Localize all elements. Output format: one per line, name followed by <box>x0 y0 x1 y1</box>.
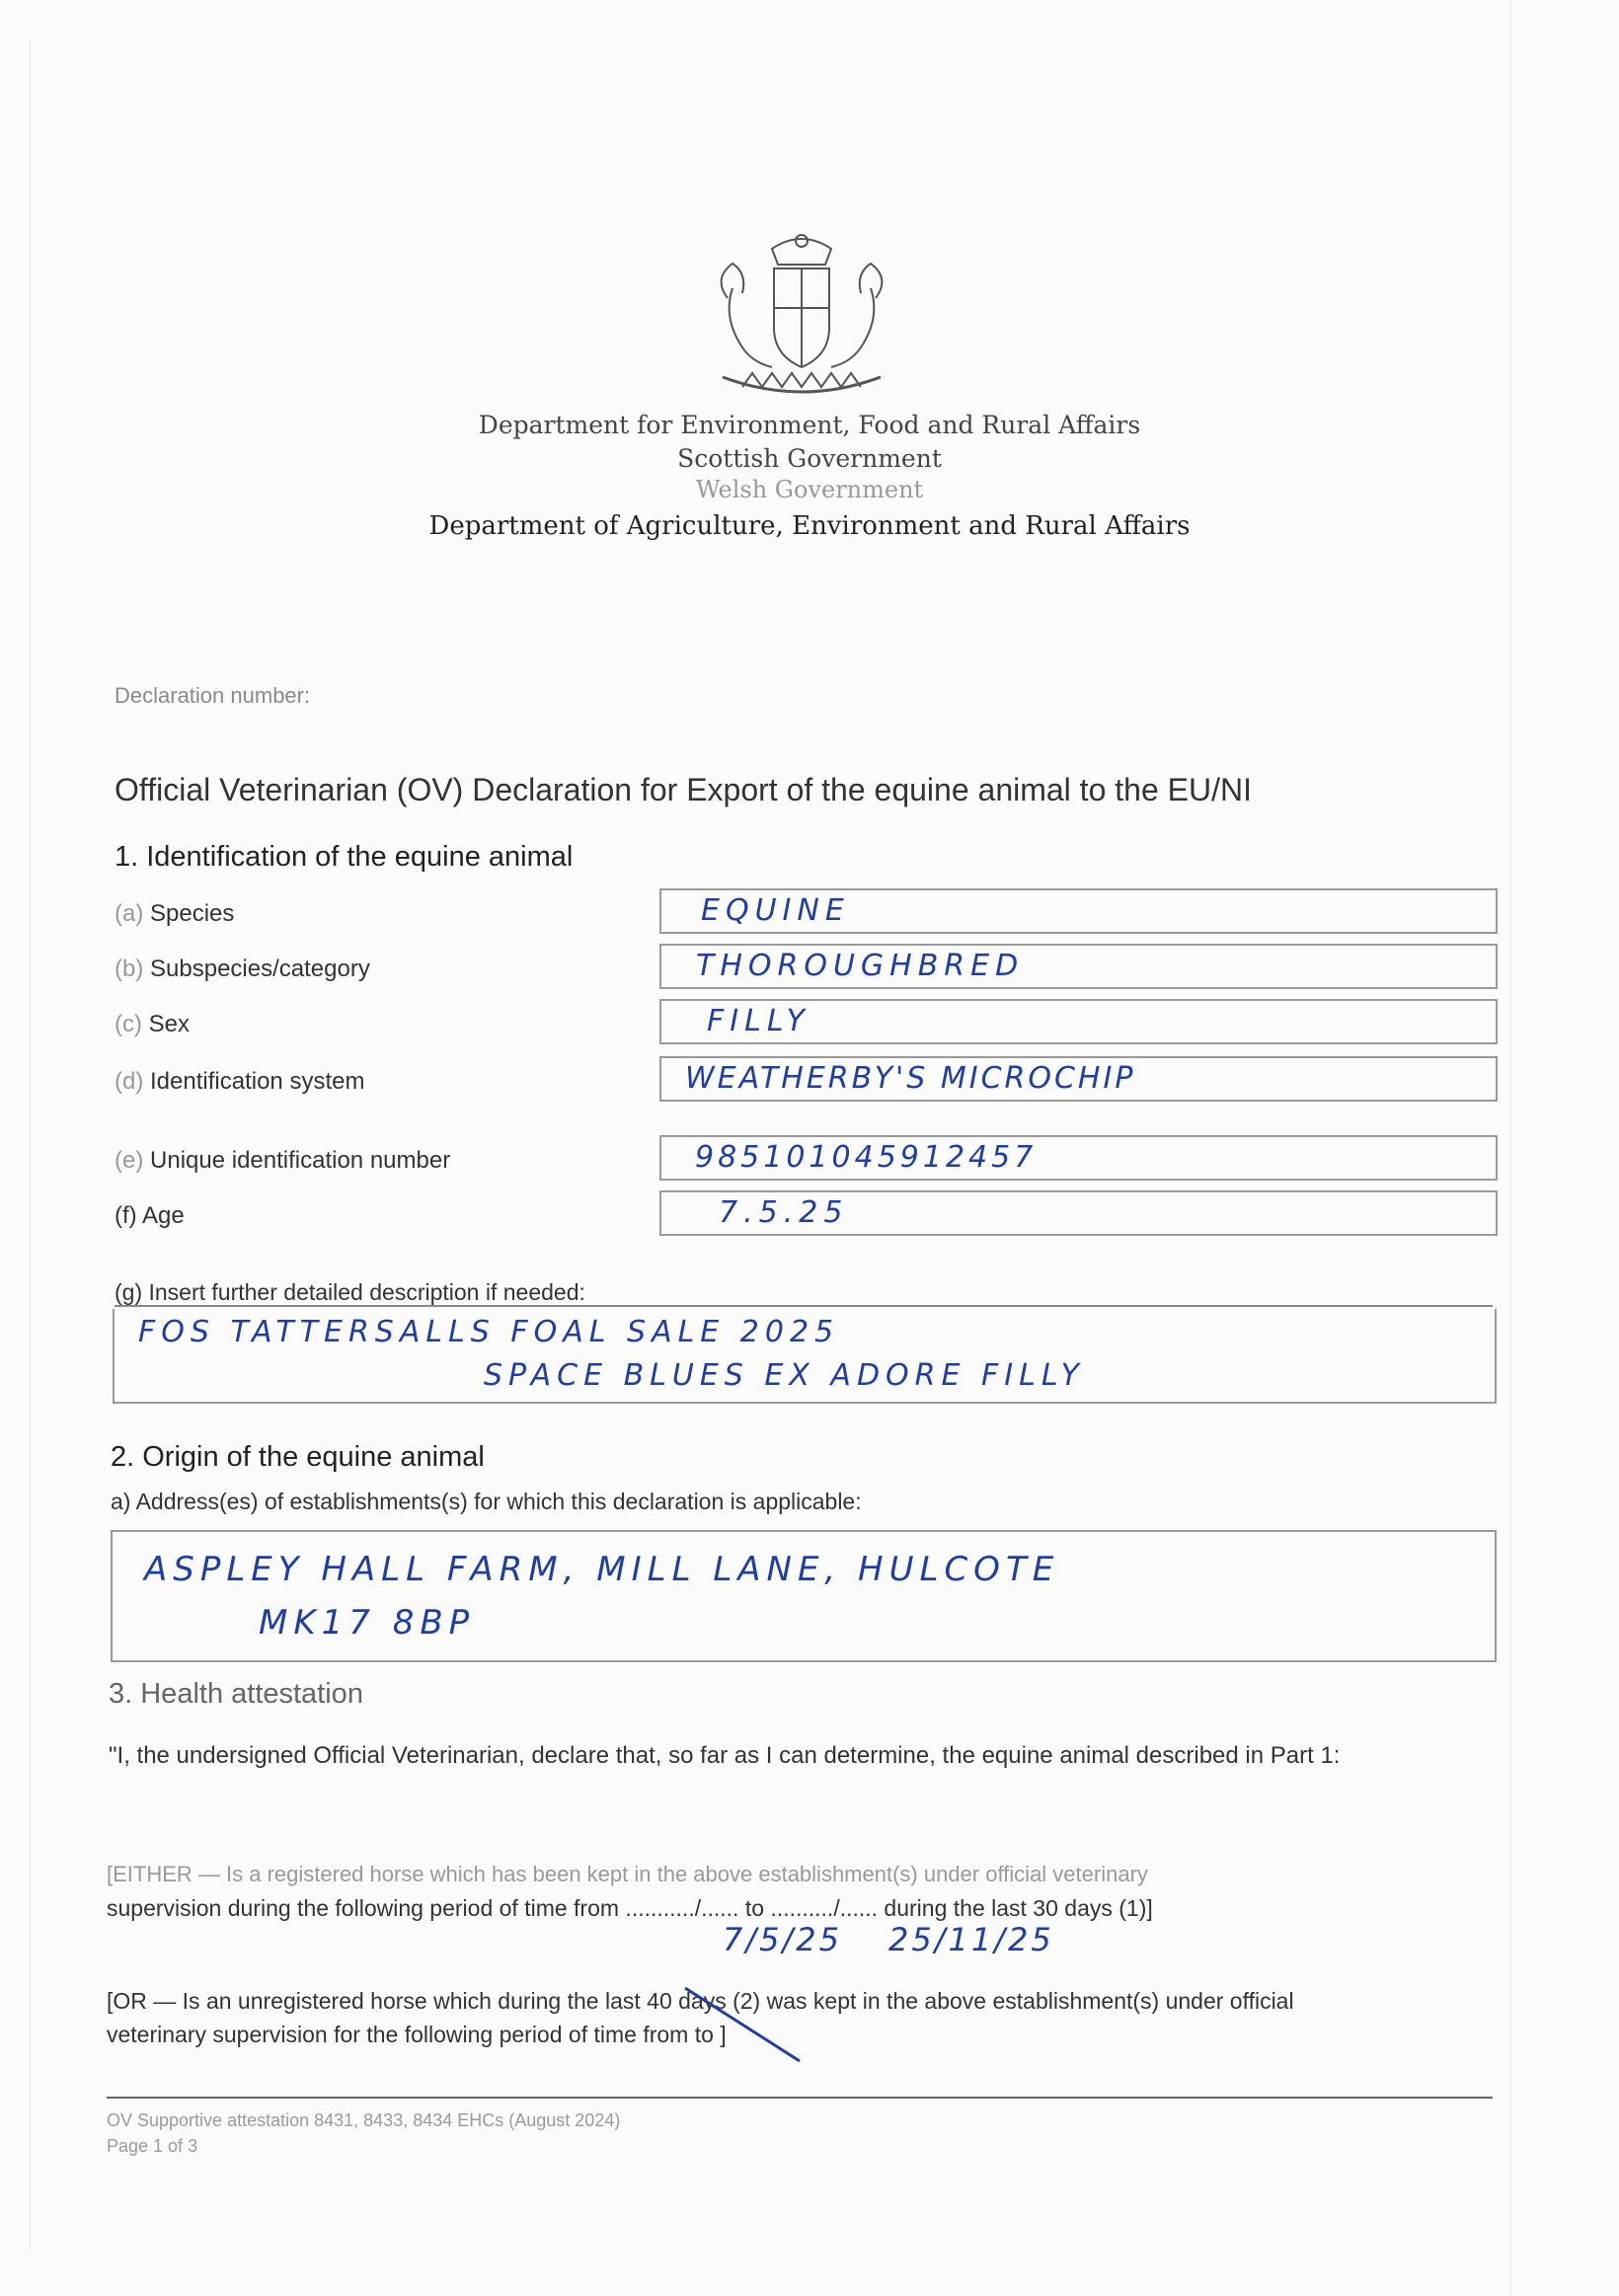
declaration-number-label: Declaration number: <box>115 683 311 708</box>
subspecies-label: (b) Subspecies/category <box>115 956 370 982</box>
uid-label: (e) Unique identification number <box>115 1147 451 1174</box>
further-description-line1: FOS TATTERSALLS FOAL SALE 2025 <box>138 1315 840 1349</box>
age-value: 7.5.25 <box>719 1195 849 1230</box>
id-system-label: (d) Identification system <box>115 1068 365 1095</box>
either-line1: [EITHER — Is a registered horse which has been kept in the above establishment(s) under official veterinary <box>107 1862 1148 1886</box>
date-to-value: 25/11/25 <box>888 1921 1054 1958</box>
dept-welsh-gov: Welsh Government <box>695 476 924 503</box>
page-edge-left <box>30 39 31 2251</box>
page-edge-right <box>1510 0 1511 2296</box>
section2-heading: 2. Origin of the equine animal <box>111 1441 485 1473</box>
health-intro: "I, the undersigned Official Veterinarian, declare that, so far as I can determine, the equine animal described in Part 1: <box>109 1742 1341 1769</box>
species-label: (a) Species <box>115 900 235 927</box>
address-line2: MK17 8BP <box>259 1603 476 1643</box>
species-value: EQUINE <box>701 893 850 928</box>
dept-daera: Department of Agriculture, Environment and Rural Affairs <box>428 511 1191 541</box>
either-line2: supervision during the following period of time from .........../...... to ........../...... during the last 30 days (1)] <box>107 1895 1153 1921</box>
dept-defra: Department for Environment, Food and Rural Affairs <box>478 411 1141 439</box>
royal-coat-of-arms-icon <box>703 229 900 403</box>
footer-attestation: OV Supportive attestation 8431, 8433, 8434 EHCs (August 2024) <box>107 2110 621 2130</box>
or-line2: veterinary supervision for the following period of time from to ] <box>107 2022 727 2047</box>
dept-scottish-gov: Scottish Government <box>677 444 942 473</box>
footer-rule <box>107 2097 1493 2099</box>
uid-value: 985101045912457 <box>695 1140 1038 1175</box>
footer-page-number: Page 1 of 3 <box>107 2136 198 2156</box>
sex-label: (c) Sex <box>115 1011 191 1037</box>
strike-through-mark <box>681 1980 810 2069</box>
further-description-rule <box>115 1305 1493 1307</box>
further-description-label: (g) Insert further detailed description if needed: <box>115 1279 585 1305</box>
address-label: a) Address(es) of establishments(s) for which this declaration is applicable: <box>111 1489 862 1514</box>
date-from-value: 7/5/25 <box>723 1921 842 1958</box>
sex-value: FILLY <box>707 1004 810 1038</box>
age-label: (f) Age <box>115 1202 185 1229</box>
section1-heading: 1. Identification of the equine animal <box>115 841 574 873</box>
further-description-line2: SPACE BLUES EX ADORE FILLY <box>484 1358 1085 1393</box>
subspecies-value: THOROUGHBRED <box>696 949 1025 983</box>
section3-heading: 3. Health attestation <box>109 1678 363 1710</box>
page-title: Official Veterinarian (OV) Declaration for Export of the equine animal to the EU/NI <box>115 772 1252 807</box>
or-line1: [OR — Is an unregistered horse which during the last 40 days (2) was kept in the above establishment(s) under official <box>107 1988 1294 2014</box>
address-line1: ASPLEY HALL FARM, MILL LANE, HULCOTE <box>144 1550 1060 1589</box>
id-system-value: WEATHERBY'S MICROCHIP <box>685 1061 1136 1096</box>
